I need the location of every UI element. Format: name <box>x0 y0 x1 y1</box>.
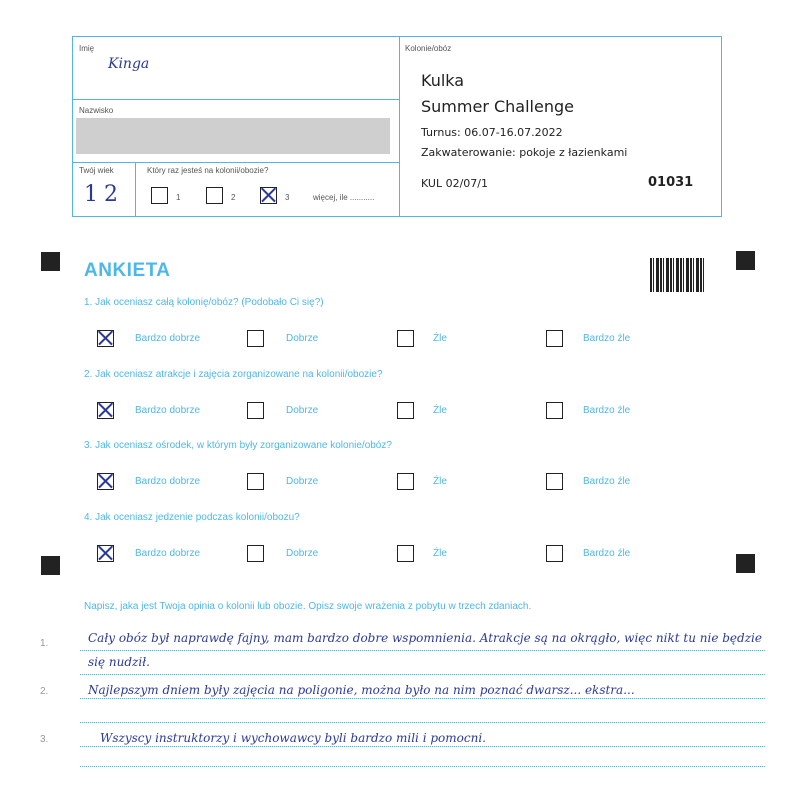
camp-label: Kolonie/obóz <box>405 44 452 53</box>
question-1-bardzo-zle-checkbox[interactable] <box>546 330 563 347</box>
line-number-3: 3. <box>40 734 49 745</box>
question-3-zle-checkbox[interactable] <box>397 473 414 490</box>
line-number-2: 2. <box>40 686 49 697</box>
question-2-dobrze-checkbox[interactable] <box>247 402 264 419</box>
times-option-3-checkbox[interactable] <box>260 187 277 204</box>
question-1-bardzo-zle-label: Bardzo źle <box>583 333 631 344</box>
question-3-dobrze-checkbox[interactable] <box>247 473 264 490</box>
redacted-surname <box>76 118 390 154</box>
question-4-dobrze-checkbox[interactable] <box>247 545 264 562</box>
question-4-bardzo-dobrze-checkbox[interactable] <box>97 545 114 562</box>
opinion-prompt: Napisz, jaka jest Twoja opinia o kolonii lub obozie. Opisz swoje wrażenia z pobytu w trzech zdaniach. <box>84 601 532 612</box>
question-3-bardzo-dobrze-label: Bardzo dobrze <box>135 476 201 487</box>
question-4-bardzo-zle-label: Bardzo źle <box>583 548 631 559</box>
question-3-bardzo-zle-label: Bardzo źle <box>583 476 631 487</box>
answer-3: Wszyscy instruktorzy i wychowawcy byli bardzo mili i pomocni. <box>100 731 486 745</box>
age-value: 12 <box>84 182 124 207</box>
question-1-bardzo-dobrze-checkbox[interactable] <box>97 330 114 347</box>
turnus: Turnus: 06.07-16.07.2022 <box>421 126 563 139</box>
answer-1: Cały obóz był naprawdę fajny, mam bardzo dobre wspomnienia. Atrakcje są na okrągło, więc nikt tu nie będzie się nudził. <box>88 631 762 669</box>
surname-label: Nazwisko <box>79 106 114 115</box>
registration-marker-top-right <box>736 251 755 270</box>
form-number: 01031 <box>648 175 694 190</box>
question-1-text: 1. Jak oceniasz całą kolonię/obóz? (Podobało Ci się?) <box>84 297 324 308</box>
times-option-2-checkbox[interactable] <box>206 187 223 204</box>
question-1-bardzo-dobrze-label: Bardzo dobrze <box>135 333 201 344</box>
registration-marker-top-left <box>41 252 60 271</box>
name-value: Kinga <box>108 56 150 72</box>
registration-marker-bottom-left <box>41 556 60 575</box>
question-1-dobrze-checkbox[interactable] <box>247 330 264 347</box>
times-option-3-label: 3 <box>285 193 290 202</box>
question-4-zle-label: Źle <box>433 548 447 559</box>
name-label: Imię <box>79 44 95 53</box>
question-1-dobrze-label: Dobrze <box>286 333 319 344</box>
line-number-1: 1. <box>40 638 49 649</box>
answer-2: Najlepszym dniem były zajęcia na poligonie, można było na nim poznać dwarsz... ekstra... <box>88 683 635 697</box>
registration-marker-bottom-right <box>736 554 755 573</box>
question-3-zle-label: Źle <box>433 476 447 487</box>
question-2-bardzo-dobrze-label: Bardzo dobrze <box>135 405 201 416</box>
answer-line <box>80 722 765 723</box>
question-3-bardzo-dobrze-checkbox[interactable] <box>97 473 114 490</box>
question-3-bardzo-zle-checkbox[interactable] <box>546 473 563 490</box>
times-option-more-label: więcej, ile ........... <box>313 193 375 202</box>
question-2-text: 2. Jak oceniasz atrakcje i zajęcia zorganizowane na kolonii/obozie? <box>84 369 383 380</box>
barcode <box>650 258 706 292</box>
question-4-bardzo-dobrze-label: Bardzo dobrze <box>135 548 201 559</box>
camp-name: Kulka <box>421 71 465 90</box>
question-2-bardzo-zle-label: Bardzo źle <box>583 405 631 416</box>
age-label: Twój wiek <box>79 166 114 175</box>
question-1-zle-checkbox[interactable] <box>397 330 414 347</box>
answer-line <box>80 674 765 675</box>
question-4-text: 4. Jak oceniasz jedzenie podczas kolonii/obozu? <box>84 512 300 523</box>
answer-line <box>80 766 765 767</box>
question-2-zle-label: Źle <box>433 405 447 416</box>
accommodation: Zakwaterowanie: pokoje z łazienkami <box>421 146 628 159</box>
times-option-1-label: 1 <box>176 193 181 202</box>
question-2-dobrze-label: Dobrze <box>286 405 319 416</box>
question-2-zle-checkbox[interactable] <box>397 402 414 419</box>
camp-subtitle: Summer Challenge <box>421 97 574 116</box>
camp-code: KUL 02/07/1 <box>421 177 488 190</box>
survey-title: ANKIETA <box>84 260 171 281</box>
question-4-bardzo-zle-checkbox[interactable] <box>546 545 563 562</box>
question-4-zle-checkbox[interactable] <box>397 545 414 562</box>
question-1-zle-label: Źle <box>433 333 447 344</box>
times-option-2-label: 2 <box>231 193 236 202</box>
question-3-text: 3. Jak oceniasz ośrodek, w którym były zorganizowane kolonie/obóz? <box>84 440 392 451</box>
times-option-1-checkbox[interactable] <box>151 187 168 204</box>
times-label: Który raz jesteś na kolonii/obozie? <box>147 166 269 175</box>
question-2-bardzo-dobrze-checkbox[interactable] <box>97 402 114 419</box>
question-2-bardzo-zle-checkbox[interactable] <box>546 402 563 419</box>
question-3-dobrze-label: Dobrze <box>286 476 319 487</box>
question-4-dobrze-label: Dobrze <box>286 548 319 559</box>
